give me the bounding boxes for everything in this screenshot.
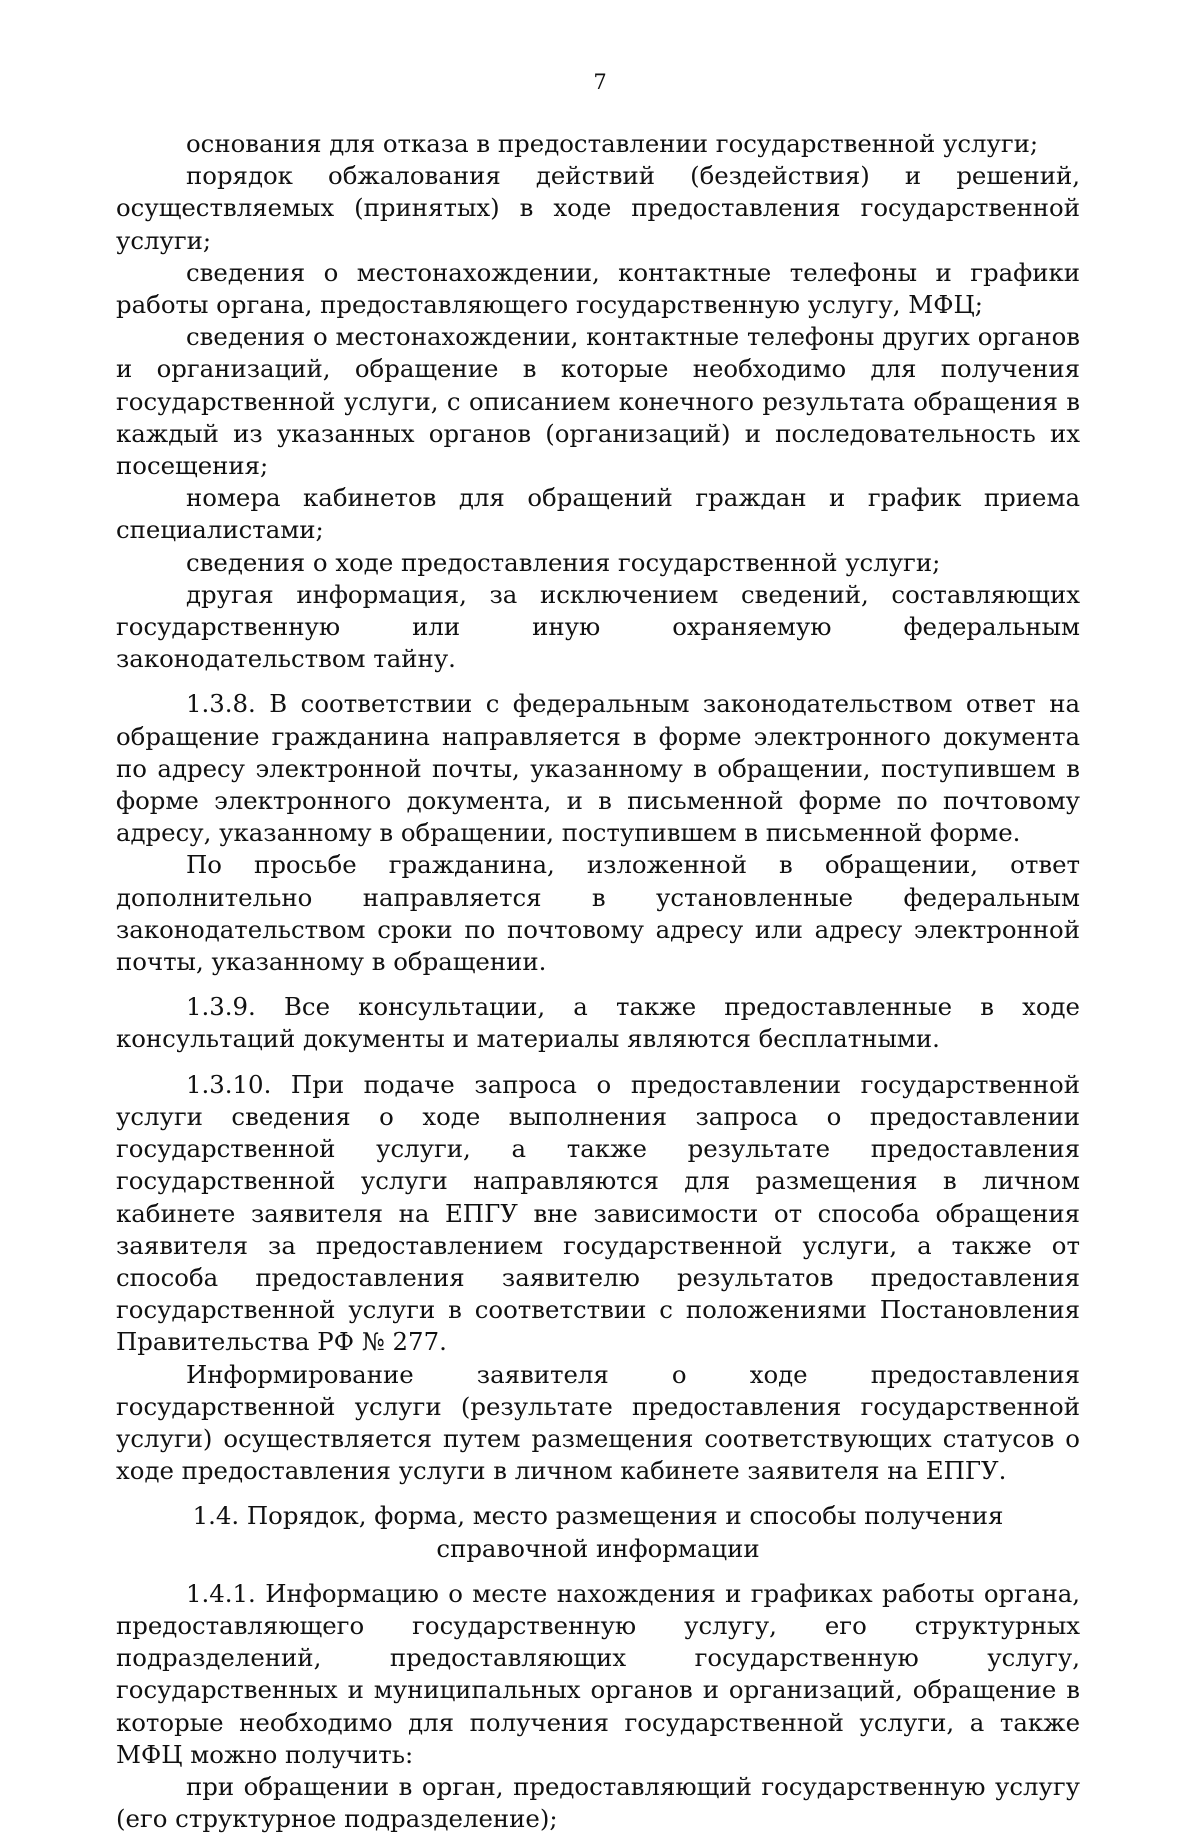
paragraph: номера кабинетов для обращений граждан и график приема специалистами; bbox=[116, 483, 1080, 545]
document-body bbox=[116, 128, 1080, 1835]
section-heading: 1.4. Порядок, форма, место размещения и способы получения справочной информации bbox=[192, 1501, 1004, 1563]
paragraph-1-3-10: 1.3.10. При подаче запроса о предоставлении государственной услуги сведения о ходе выполнения запроса о предоставлении государственной услуги, а также результате предоставления государственной услуги направляются для размещения в личном кабинете заявителя на ЕПГУ вне зависимости от способа обращения заявителя за предоставлением государственной услуги, а также от способа предоставления заявителю результатов предоставления государственной услуги в соответствии с положениями Постановления Правительства РФ № 277. bbox=[116, 1069, 1080, 1357]
paragraph-1-3-9: 1.3.9. Все консультации, а также предоставленные в ходе консультаций документы и материалы являются бесплатными. bbox=[116, 992, 1080, 1054]
paragraph: другая информация, за исключением сведений, составляющих государственную или иную охраняемую федеральным законодательством тайну. bbox=[116, 579, 1080, 674]
paragraph: сведения о ходе предоставления государственной услуги; bbox=[186, 547, 941, 577]
paragraph: сведения о местонахождении, контактные телефоны других органов и организаций, обращение в которые необходимо для получения государственной услуги, с описанием конечного результата обращения в каждый из указанных органов (организаций) и последовательность их посещения; bbox=[116, 322, 1080, 481]
paragraph: основания для отказа в предоставлении государственной услуги; bbox=[186, 129, 1039, 158]
paragraph: сведения о местонахождении, контактные телефоны и графики работы органа, предоставляющего государственную услугу, МФЦ; bbox=[116, 257, 1080, 320]
paragraph-1-4-1: 1.4.1. Информацию о месте нахождения и графиках работы органа, предоставляющего государственную услугу, его структурных подразделений, предоставляющих государственную услугу, государственных и муниципальных органов и организаций, обращение в которые необходимо для получения государственной услуги, а также МФЦ можно получить: bbox=[116, 1578, 1080, 1769]
paragraph-1-3-8: 1.3.8. В соответствии с федеральным законодательством ответ на обращение гражданина направляется в форме электронного документа по адресу электронной почты, указанному в обращении, поступившем в форме электронного документа, и в письменной форме по почтовому адресу, указанному в обращении, поступившем в письменной форме. bbox=[116, 689, 1080, 848]
paragraph: Информирование заявителя о ходе предоставления государственной услуги (результате предоставления государственной услуги) осуществляется путем размещения соответствующих статусов о ходе предоставления услуги в личном кабинете заявителя на ЕПГУ. bbox=[116, 1359, 1080, 1486]
paragraph: при обращении в орган, предоставляющий государственную услугу (его структурное подразделение); bbox=[116, 1771, 1080, 1834]
paragraph: По просьбе гражданина, изложенной в обращении, ответ дополнительно направляется в установленные федеральным законодательством сроки по почтовому адресу или адресу электронной почты, указанному в обращении. bbox=[116, 850, 1080, 977]
paragraph: порядок обжалования действий (бездействия) и решений, осуществляемых (принятых) в ходе предоставления государственной услуги; bbox=[116, 161, 1080, 255]
page-number: 7 bbox=[593, 70, 607, 94]
